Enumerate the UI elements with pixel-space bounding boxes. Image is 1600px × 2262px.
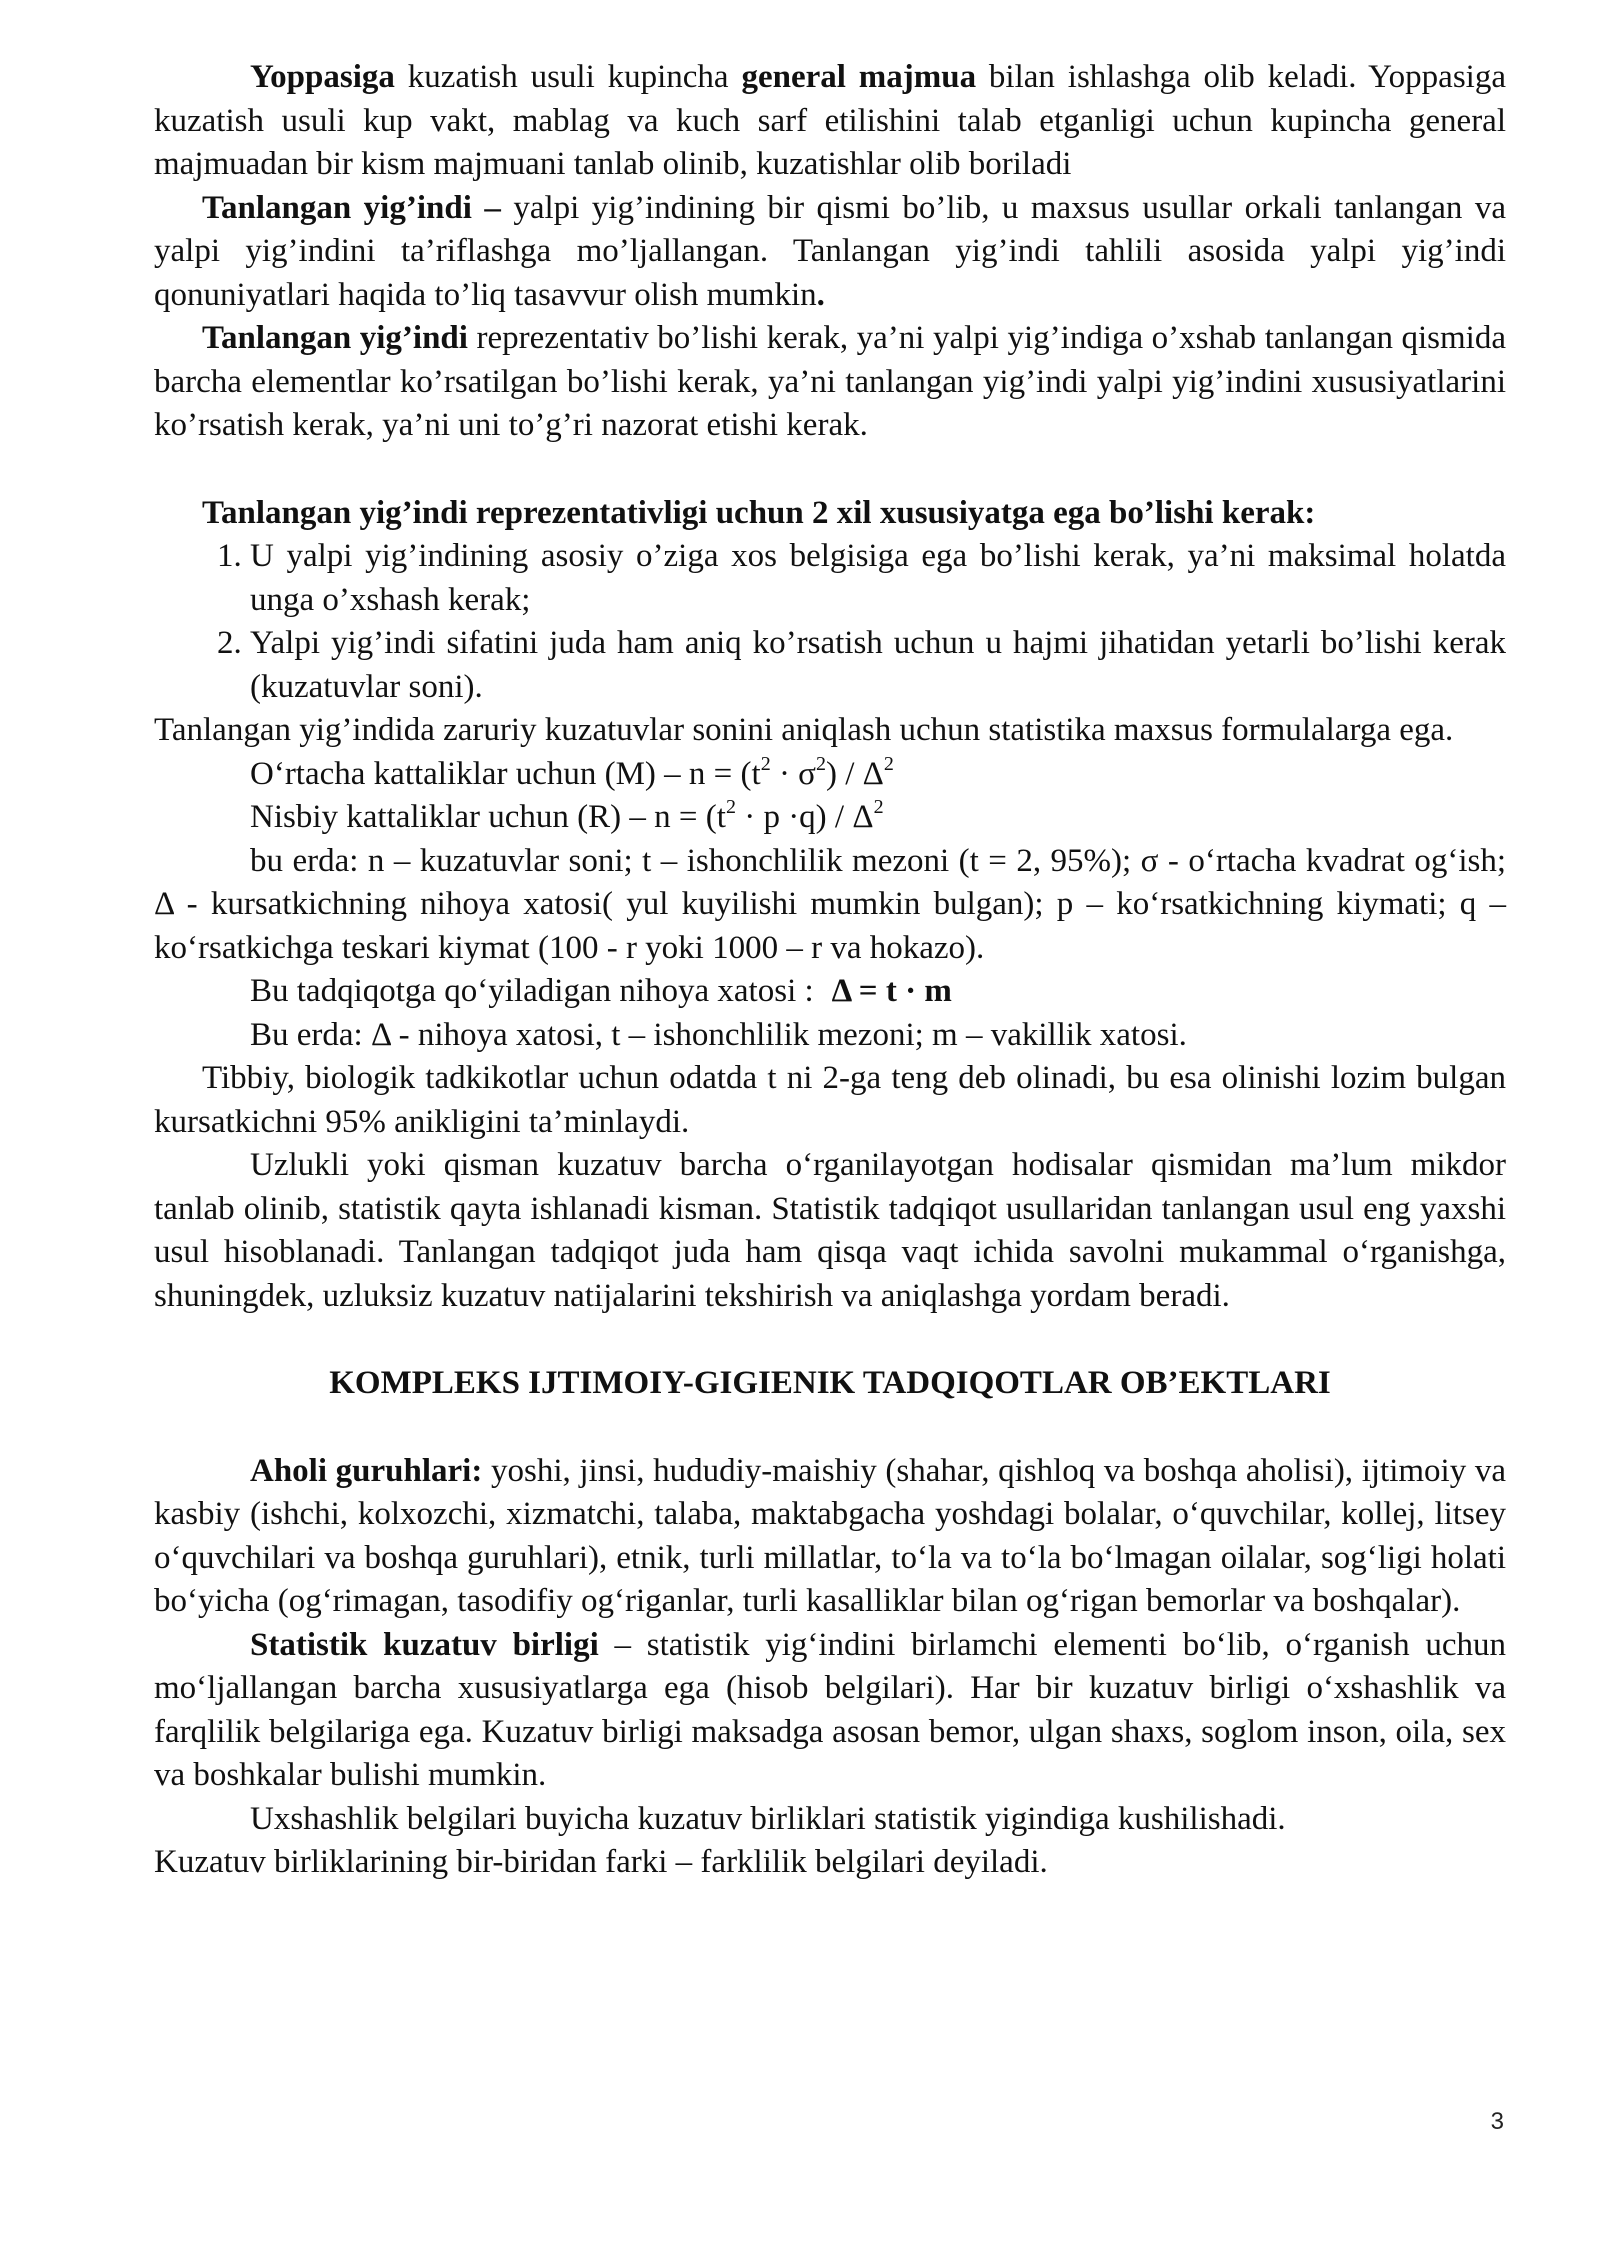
- spacer: [154, 1406, 1506, 1450]
- paragraph-legend: bu erda: n – kuzatuvlar soni; t – ishonchlilik mezoni (t = 2, 95%); σ - o‘rtacha kvadrat og‘ish; Δ - kursatkichning nihoya xatosi( yul kuyilishi mumkin bulgan); p – ko‘rsatkichning kiymati; q – ko‘rsatkichga teskari kiymat (100 - r yoki 1000 – r va hokazo).: [154, 842, 1506, 966]
- document-page: [154, 56, 1506, 1885]
- term-general-majmua: general majmua: [741, 59, 977, 95]
- paragraph-kuzatuv-birligi: [154, 1624, 1506, 1798]
- superscript: 2: [883, 752, 894, 775]
- text: · p ·q) / Δ: [735, 799, 874, 835]
- paragraph-yoppasiga: [154, 56, 1506, 187]
- text: .: [816, 276, 825, 313]
- paragraph-reprezentativ: [154, 317, 1506, 448]
- term-yoppasiga: Yoppasiga: [250, 59, 395, 95]
- superscript: 2: [815, 752, 826, 775]
- section-title: KOMPLEKS IJTIMOIY-GIGIENIK TADQIQOTLAR OB’EKTLARI: [329, 1365, 1331, 1401]
- formula-mean: [154, 753, 1506, 797]
- text: kuzatish usuli kupincha: [394, 59, 742, 95]
- text: reprezentativ bo’lishi kerak, ya’ni yalpi yig’indiga o’xshab tanlangan qismida barcha elementlar ko’rsatilgan bo’lishi kerak, ya’ni tanlangan yig’indi yalpi yig’indini xususiyatlarini ko’rsatish kerak, ya’ni uni to’g’ri nazorat etishi kerak.: [154, 320, 1506, 443]
- paragraph-uxshashlik: Uxshashlik belgilari buyicha kuzatuv birliklari statistik yigindiga kushilishadi.: [250, 1800, 1286, 1837]
- formula-relative: [154, 796, 1506, 840]
- text: Nisbiy kattaliklar uchun (R) – n = (t: [250, 799, 726, 835]
- spacer: [154, 1318, 1506, 1362]
- term-aholi-guruhlari: Aholi guruhlari:: [250, 1452, 483, 1489]
- list-heading: Tanlangan yig’indi reprezentativligi uchun 2 xil xususiyatga ega bo’lishi kerak:: [202, 494, 1316, 531]
- text: O‘rtacha kattaliklar uchun (M) – n = (t: [250, 755, 761, 792]
- term-tanlangan: Tanlangan yig’indi –: [202, 189, 501, 226]
- text: Bu tadqiqotga qo‘yiladigan nihoya xatosi :: [250, 973, 814, 1009]
- paragraph-limit-error: [154, 970, 1506, 1014]
- paragraph-tanlangan-definition: [154, 187, 1506, 318]
- text: – statistik yig‘indini birlamchi elementi bo‘lib, o‘rganish uchun mo‘ljallangan barcha xususiyatlarga ega (hisob belgilari). Har bir kuzatuv birligi o‘xshashlik va farqlilik belgilariga ega. Kuzatuv birligi maksadga asosan bemor, ulgan shaxs, soglom inson, oila, sex va boshkalar bulishi mumkin.: [154, 1626, 1506, 1793]
- text: bilan ishlashga olib keladi. Yoppasiga kuzatish usuli kup vakt, mablag va kuch sarf etilishini talab etganligi uchun kupincha general majmuadan bir kism majmuani tanlab olinib, kuzatishlar olib boriladi: [154, 59, 1506, 182]
- paragraph-formulas-intro: Tanlangan yig’indida zaruriy kuzatuvlar sonini aniqlash uchun statistika maxsus formulalarga ega.: [154, 712, 1454, 748]
- paragraph-uzlukli: Uzlukli yoki qisman kuzatuv barcha o‘rganilayotgan hodisalar qismidan ma’lum mikdor tanlab olinib, statistik qayta ishlanadi kisman. Statistik tadqiqot usullaridan tanlangan usul eng yaxshi usul hisoblanadi. Tanlangan tadqiqot juda ham qisqa vaqt ichida savolni mukammal o‘rganishga, shuningdek, uzluksiz kuzatuv natijalarini tekshirish va aniqlashga yordam beradi.: [154, 1147, 1506, 1314]
- paragraph-farklilik: Kuzatuv birliklarining bir-biridan farki – farklilik belgilari deyiladi.: [154, 1844, 1048, 1880]
- text: ) / Δ: [825, 755, 884, 792]
- list-item: 1. U yalpi yig’indining asosiy o’ziga xos belgisiga ega bo’lishi kerak, ya’ni maksimal holatda unga o’xshash kerak;: [250, 535, 1506, 622]
- requirements-list: [154, 535, 1506, 709]
- paragraph-tibbiy: Tibbiy, biologik tadkikotlar uchun odatda t ni 2-ga teng deb olinadi, bu esa olinishi lozim bulgan kursatkichni 95% anikligini ta’minlaydi.: [154, 1060, 1506, 1140]
- paragraph-limit-legend: Bu erda: Δ - nihoya xatosi, t – ishonchlilik mezoni; m – vakillik xatosi.: [250, 1016, 1187, 1053]
- superscript: 2: [725, 796, 736, 818]
- term-tanlangan: Tanlangan yig’indi: [202, 320, 468, 356]
- superscript: 2: [873, 796, 884, 818]
- text: yalpi yig’indining bir qismi bo’lib, u maxsus usullar orkali tanlangan va yalpi yig’indini ta’riflashga mo’ljallangan. Tanlangan yig’indi tahlili asosida yalpi yig’indi qonuniyatlari haqida to’liq tasavvur olish mumkin: [154, 189, 1506, 313]
- text: yoshi, jinsi, hududiy-maishiy (shahar, qishloq va boshqa aholisi), ijtimoiy va kasbiy (ishchi, kolxozchi, xizmatchi, talaba, maktabgacha yoshdagi bolalar, o‘quvchilar, kollej, litsey o‘quvchilari va boshqa guruhlari), etnik, turli millatlar, to‘la va to‘la bo‘lmagan oilalar, sog‘ligi holati bo‘yicha (og‘rimagan, tasodifiy og‘riganlar, turli kasalliklar bilan og‘rigan bemorlar va boshqalar).: [154, 1452, 1506, 1619]
- term-kuzatuv-birligi: Statistik kuzatuv birligi: [250, 1626, 599, 1663]
- text: · σ: [770, 755, 816, 792]
- formula-limit-error: Δ = t · m: [831, 973, 952, 1009]
- superscript: 2: [760, 752, 771, 775]
- spacer: [154, 448, 1506, 492]
- list-item: 2. Yalpi yig’indi sifatini juda ham aniq ko’rsatish uchun u hajmi jihatidan yetarli bo’lishi kerak (kuzatuvlar soni).: [250, 622, 1506, 709]
- paragraph-aholi: [154, 1450, 1506, 1624]
- page-number: 3: [1490, 2108, 1504, 2135]
